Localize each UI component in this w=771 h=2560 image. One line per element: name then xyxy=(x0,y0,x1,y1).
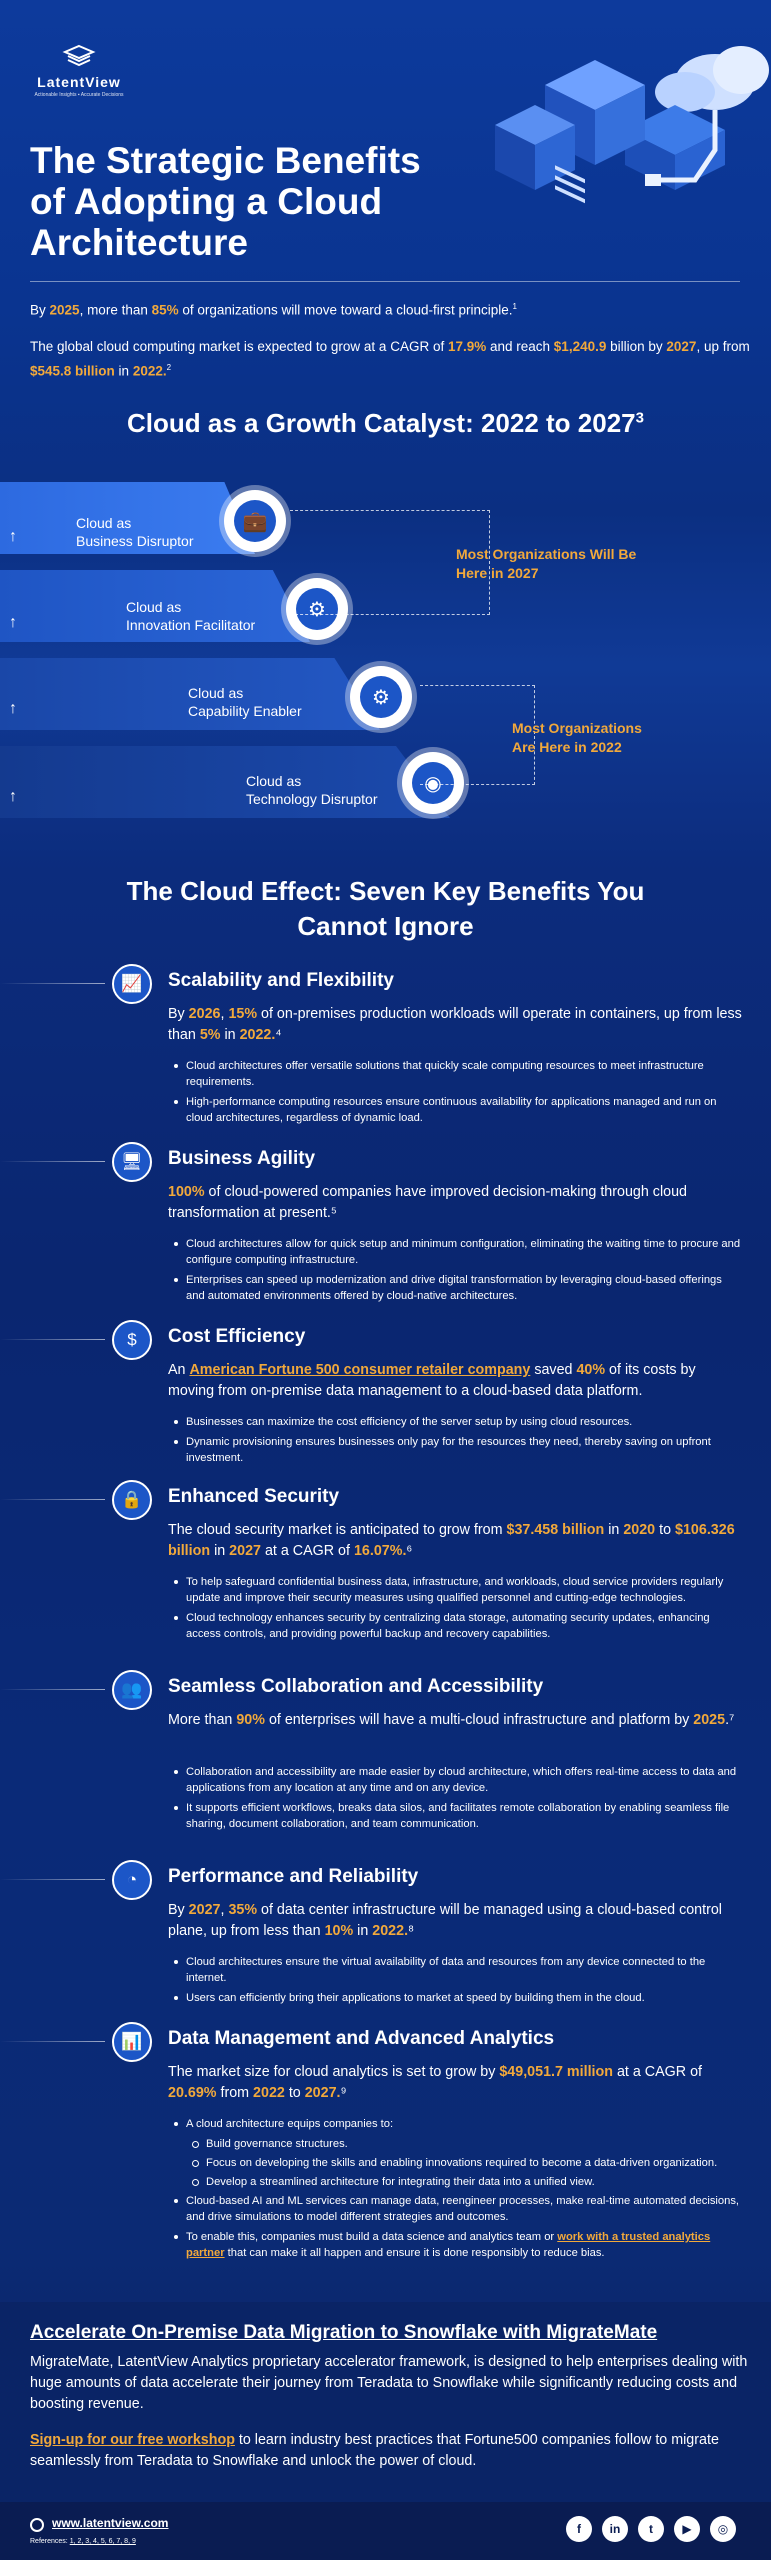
stat-text: 100% xyxy=(168,1184,205,1200)
benefit-bullets xyxy=(168,2116,743,2265)
stat-text: saved xyxy=(530,1362,577,1378)
globe-icon xyxy=(30,2518,44,2532)
youtube-icon[interactable]: ▶ xyxy=(674,2516,700,2542)
stat-text: in xyxy=(220,1027,240,1043)
stat-text: 5% xyxy=(199,1027,221,1043)
references: References: 1, 2, 3, 4, 5, 6, 7, 8, 9 xyxy=(30,2538,136,2545)
website-link[interactable]: www.latentview.com xyxy=(52,2516,169,2530)
hero-stat-2: The global cloud computing market is expected to grow at a CAGR of 17.9% and reach $1,240.9 billion by 2027, up from $545.8 billion in 2022.$^2$ xyxy=(30,339,750,379)
stat-text: at a CAGR of xyxy=(260,1543,354,1559)
stat-text: , xyxy=(220,1902,229,1918)
stat-text: of data center infrastructure will be managed using a cloud-based control plane, up from less than xyxy=(168,1902,722,1939)
bullet-item: Cloud architectures allow for quick setup and minimum configuration, eliminating the waiting time to procure and configure computing infrastructure. xyxy=(168,1236,743,1268)
benefit-stat xyxy=(168,1004,743,1046)
bullet-item: Develop a streamlined architecture for integrating their data into a unified view. xyxy=(168,2174,743,2190)
globe-icon: ◉ xyxy=(402,752,464,814)
stage-label-1: Cloud as Business Disruptor xyxy=(76,515,194,549)
stat-text: to xyxy=(655,1522,676,1538)
note-2027: Most Organizations Will Be Here in 2027 xyxy=(456,546,637,581)
linkedin-icon[interactable]: in xyxy=(602,2516,628,2542)
instagram-icon[interactable]: ◎ xyxy=(710,2516,736,2542)
stage-label-4: Cloud as Technology Disruptor xyxy=(246,773,378,807)
latentview-logo[interactable] xyxy=(34,44,124,98)
brand-name: LatentView xyxy=(37,74,121,90)
benefit-stat xyxy=(168,1520,743,1562)
stat-text: 35% xyxy=(228,1902,258,1918)
stat-text: of on-premises production workloads will operate in containers, up from less than xyxy=(168,1006,742,1043)
benefit-bullets xyxy=(168,1574,743,1646)
benefit-title: Performance and Reliability xyxy=(168,1866,419,1887)
bullet-text: that can make it all happen and ensure it is done responsibly to reduce bias. xyxy=(224,2247,605,2259)
benefit-bullets xyxy=(168,1414,743,1470)
bullet-item: Build governance structures. xyxy=(168,2136,743,2152)
effect-title: The Cloud Effect: Seven Key Benefits You Cannot Ignore xyxy=(126,876,645,941)
stat-text: 16.07%. xyxy=(353,1543,407,1559)
twitter-icon[interactable]: t xyxy=(638,2516,664,2542)
stat-text: By xyxy=(168,1902,189,1918)
bullet-item: Dynamic provisioning ensures businesses only pay for the resources they need, thereby saving on upfront investment. xyxy=(168,1434,743,1466)
stat-text: 40% xyxy=(576,1362,606,1378)
lock-icon: 🔒 xyxy=(112,1480,152,1520)
stat-text: ⁴ xyxy=(275,1027,282,1043)
bullet-item: Cloud technology enhances security by centralizing data storage, automating security updates, enhancing access controls, and providing powerful backup and recovery capabilities. xyxy=(168,1610,743,1642)
stat-text: ⁹ xyxy=(340,2085,347,2101)
hero-stat-1: By 2025, more than 85% of organizations will move toward a cloud-first principle.$^1$ xyxy=(30,302,517,318)
stat-text: .⁷ xyxy=(725,1712,735,1728)
bullet-item: Cloud architectures offer versatile solutions that quickly scale computing resources to meet infrastructure requirements. xyxy=(168,1058,743,1090)
arrow-up-icon: ↑ xyxy=(9,528,17,545)
stat-text: The market size for cloud analytics is set to grow by xyxy=(168,2064,500,2080)
stat-text: 2022 xyxy=(253,2085,285,2101)
benefit-connector xyxy=(0,1499,105,1500)
benefit-stat xyxy=(168,1360,743,1402)
benefit-connector xyxy=(0,1339,105,1340)
stat-text: By xyxy=(168,1006,189,1022)
stat-text: 2022. xyxy=(372,1923,409,1939)
stat-text: in xyxy=(210,1543,230,1559)
migratemate-cta: Sign-up for our free workshop to learn industry best practices that Fortune500 companies follow to migrate seamlessly from Teradata to Snowflake and unlock the power of cloud. xyxy=(30,2432,719,2469)
bullet-item: To help safeguard confidential business data, infrastructure, and workloads, cloud service providers regularly update and improve their security measures using qualified personnel and cutting-edge technologies. xyxy=(168,1574,743,1606)
hero-divider xyxy=(30,281,740,282)
benefit-connector xyxy=(0,2041,105,2042)
analytics-icon: 📊 xyxy=(112,2022,152,2062)
bullet-item: Cloud-based AI and ML services can manage data, reengineer processes, make real-time automated decisions, and drive simulations to model different strategies and outcomes. xyxy=(168,2193,743,2225)
stat-text: ⁵ xyxy=(330,1205,337,1221)
bullet-item xyxy=(168,2229,743,2261)
benefit-bullets xyxy=(168,1954,743,2010)
chart-icon: 📈 xyxy=(112,964,152,1004)
benefit-connector xyxy=(0,1879,105,1880)
cloud-server-illustration xyxy=(415,30,771,240)
stat-text: 2027. xyxy=(304,2085,341,2101)
gauge-icon: ◔ xyxy=(112,1860,152,1900)
stat-text: in xyxy=(604,1522,624,1538)
analytics-partner-link[interactable]: work with a trusted analytics partner xyxy=(186,2231,711,2259)
bullet-item: It supports efficient workflows, breaks data silos, and facilitates remote collaboration by enabling seamless file sharing, document collaboration, and team communication. xyxy=(168,1800,743,1832)
bullet-item: Businesses can maximize the cost efficiency of the server setup by using cloud resources. xyxy=(168,1414,743,1430)
stat-text: from xyxy=(216,2085,254,2101)
bullet-text: To enable this, companies must build a data science and analytics team or xyxy=(186,2231,558,2243)
bullet-item: Users can efficiently bring their applications to market at speed by building them in the cloud. xyxy=(168,1990,743,2006)
stat-text: in xyxy=(353,1923,373,1939)
stat-text: 20.69% xyxy=(168,2085,217,2101)
migratemate-section xyxy=(0,2302,771,2502)
stat-text: to xyxy=(284,2085,305,2101)
migratemate-title[interactable]: Accelerate On-Premise Data Migration to Snowflake with MigrateMate xyxy=(30,2322,658,2343)
stat-text: $106.326 billion xyxy=(168,1522,735,1559)
arrow-up-icon: ↑ xyxy=(9,788,17,805)
growth-band-4 xyxy=(0,746,450,818)
benefit-bullets xyxy=(168,1236,743,1308)
stat-text: 2022. xyxy=(239,1027,276,1043)
stat-text: 2025 xyxy=(693,1712,726,1728)
benefit-title: Enhanced Security xyxy=(168,1486,340,1507)
bullet-item: Collaboration and accessibility are made easier by cloud architecture, which offers real-time access to data and applications from any location at any time and on any device. xyxy=(168,1764,743,1796)
stat-text: 2020 xyxy=(623,1522,656,1538)
cost-icon: $ xyxy=(112,1320,152,1360)
benefit-title: Seamless Collaboration and Accessibility xyxy=(168,1676,544,1697)
bullet-item: Cloud architectures ensure the virtual availability of data and resources from any device connected to the internet. xyxy=(168,1954,743,1986)
logo-mark-icon xyxy=(62,44,96,68)
footer xyxy=(0,2502,771,2560)
benefit-title: Cost Efficiency xyxy=(168,1326,306,1347)
brand-tagline: Actionable Insights ▪ Accurate Decisions xyxy=(34,92,124,98)
case-study-link[interactable]: American Fortune 500 consumer retailer company xyxy=(189,1362,531,1378)
stat-text: ⁸ xyxy=(408,1923,415,1939)
benefit-title: Scalability and Flexibility xyxy=(168,970,394,991)
bullet-item: A cloud architecture equips companies to: xyxy=(168,2116,743,2132)
benefit-connector xyxy=(0,1689,105,1690)
migratemate-body: MigrateMate, LatentView Analytics proprietary accelerator framework, is designed to help enterprises dealing with huge amounts of data accelerate their journey from Teradata to Snowflake while significantly reducing costs and boosting revenue. xyxy=(30,2354,748,2412)
stat-text: An xyxy=(168,1362,190,1378)
benefit-connector xyxy=(0,1161,105,1162)
bullet-item: Enterprises can speed up modernization and drive digital transformation by leveraging cloud-based offerings and automated environments offered by cloud-native architectures. xyxy=(168,1272,743,1304)
stat-text: 15% xyxy=(228,1006,258,1022)
benefit-stat xyxy=(168,1900,743,1942)
benefit-bullets xyxy=(168,1764,743,1836)
stat-text: of its costs by moving from on-premise data management to a cloud-based data platform. xyxy=(168,1362,696,1399)
gears-icon: ⚙ xyxy=(350,666,412,728)
stat-text: More than xyxy=(168,1712,237,1728)
stat-text: 90% xyxy=(236,1712,265,1728)
stat-text: of cloud-powered companies have improved decision-making through cloud transformation at present. xyxy=(168,1184,687,1221)
stat-text: 2027 xyxy=(229,1543,261,1559)
benefit-connector xyxy=(0,983,105,984)
stat-text: ⁶ xyxy=(406,1543,413,1559)
stat-text: 2027 xyxy=(188,1902,221,1918)
benefit-stat xyxy=(168,1710,743,1731)
gear-icon: ⚙ xyxy=(286,578,348,640)
benefit-stat xyxy=(168,2062,743,2104)
facebook-icon[interactable]: f xyxy=(566,2516,592,2542)
stage-label-3: Cloud as Capability Enabler xyxy=(188,685,302,719)
benefit-stat xyxy=(168,1182,743,1224)
hero-section xyxy=(0,0,771,390)
people-icon: 👥 xyxy=(112,1670,152,1710)
stat-text: 2026 xyxy=(188,1006,221,1022)
arrow-up-icon: ↑ xyxy=(9,700,17,717)
arrow-up-icon: ↑ xyxy=(9,614,17,631)
stat-text: $37.458 billion xyxy=(506,1522,605,1538)
briefcase-icon: 💼 xyxy=(224,490,286,552)
stat-text: 10% xyxy=(324,1923,354,1939)
monitor-icon: 🖥 xyxy=(112,1142,152,1182)
workshop-signup-link[interactable]: Sign-up for our free workshop xyxy=(30,2432,235,2448)
stat-text: $49,051.7 million xyxy=(499,2064,613,2080)
stat-text: of enterprises will have a multi-cloud infrastructure and platform by xyxy=(264,1712,694,1728)
bullet-item: High-performance computing resources ensure continuous availability for applications managed and run on cloud architectures, regardless of dynamic load. xyxy=(168,1094,743,1126)
stage-label-2: Cloud as Innovation Facilitator xyxy=(126,599,256,633)
stat-text: at a CAGR of xyxy=(613,2064,702,2080)
growth-title: Cloud as a Growth Catalyst: 2022 to 2027$^3$ xyxy=(127,408,644,438)
benefit-bullets xyxy=(168,1058,743,1130)
note-2022: Most Organizations Are Here in 2022 xyxy=(512,720,642,755)
benefit-title: Business Agility xyxy=(168,1148,316,1169)
hero-title: The Strategic Benefits of Adopting a Cloud Architecture xyxy=(30,140,421,263)
stat-text: , xyxy=(220,1006,229,1022)
stat-text: The cloud security market is anticipated to grow from xyxy=(168,1522,507,1538)
bullet-item: Focus on developing the skills and enabling innovations required to become a data-driven organization. xyxy=(168,2155,743,2171)
benefit-title: Data Management and Advanced Analytics xyxy=(168,2028,555,2049)
